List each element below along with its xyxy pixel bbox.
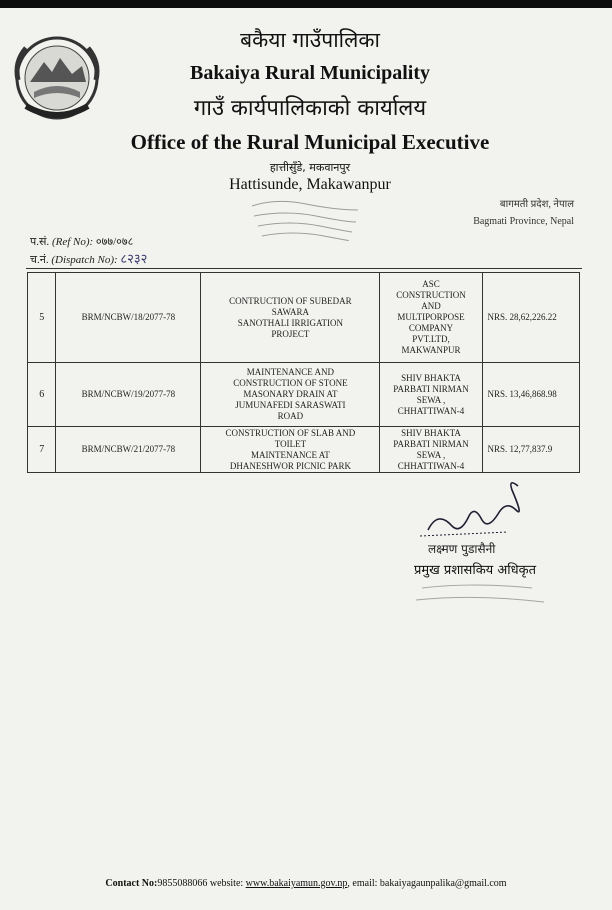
- amount-cell: NRS. 12,77,837.9: [482, 427, 579, 473]
- contractor-line: SHIV BHAKTA: [401, 427, 461, 438]
- contractor-line: SHIV BHAKTA: [401, 372, 461, 383]
- contractor-cell: [380, 427, 482, 473]
- signatory-name: लक्ष्मण पुडासैनी: [428, 542, 496, 556]
- project-cell: [201, 363, 380, 427]
- project-line: DHANESHWOR PICNIC PARK: [229, 460, 352, 471]
- contractor-line: PARBATI NIRMAN: [393, 383, 469, 394]
- office-name-english: Office of the Rural Municipal Executive: [130, 130, 490, 154]
- contractor-line: SEWA ,: [416, 449, 446, 460]
- contracts-table: [27, 272, 580, 473]
- contractor-cell: [380, 273, 482, 363]
- project-line: JUMUNAFEDI SARASWATI: [235, 400, 346, 410]
- reference-cell: BRM/NCBW/19/2077-78: [56, 363, 201, 427]
- dispatch-label: (Dispatch No):: [51, 254, 118, 266]
- project-line: MASONARY DRAIN AT: [243, 389, 338, 399]
- project-cell: [201, 273, 380, 363]
- website-link[interactable]: www.bakaiyamun.gov.np: [245, 878, 348, 889]
- top-dark-edge: [0, 0, 612, 8]
- serial-number-cell: 6: [28, 363, 56, 427]
- municipality-name-english: Bakaiya Rural Municipality: [189, 62, 431, 84]
- serial-number-cell: 5: [28, 273, 56, 363]
- dispatch-prefix: च.नं.: [30, 254, 49, 266]
- header-divider: [26, 268, 582, 269]
- project-line: MAINTENANCE AND: [246, 367, 335, 377]
- contracts-table-body: [28, 273, 580, 473]
- province-block: [473, 196, 574, 230]
- contractor-line: CHHATTIWAN-4: [397, 405, 465, 416]
- table-row: [28, 427, 580, 473]
- project-line: ROAD: [277, 411, 304, 421]
- footer-contact: Contact No:9855088066 website: www.bakaiyamun.gov.np, email: bakaiyagaunpalika@gmail.com: [105, 878, 507, 889]
- contractor-line: COMPANY: [408, 323, 454, 333]
- signatory-seal-icon: [412, 580, 548, 610]
- office-stamp-icon: [246, 196, 364, 246]
- contractor-cell: [380, 363, 482, 427]
- contractor-line: PARBATI NIRMAN: [393, 438, 469, 449]
- contractor-line: CHHATTIWAN-4: [397, 460, 465, 471]
- amount-cell: NRS. 13,46,868.98: [482, 363, 579, 427]
- project-line: CONSTRUCTION OF STONE: [233, 378, 348, 388]
- contractor-line: MULTIPORPOSE: [397, 312, 465, 322]
- project-line: CONSTRUCTION OF SLAB AND: [225, 427, 356, 438]
- contact-label: Contact No:: [105, 878, 158, 889]
- contact-number: 9855088066: [157, 878, 208, 889]
- project-line: PROJECT: [271, 328, 310, 339]
- handwritten-signature-icon: [408, 470, 548, 550]
- table-row: [28, 363, 580, 427]
- project-line: TOILET: [274, 438, 307, 449]
- project-line: CONTRUCTION OF SUBEDAR: [229, 295, 352, 306]
- reference-cell: BRM/NCBW/21/2077-78: [56, 427, 201, 473]
- contractor-line: AND: [421, 301, 441, 311]
- dispatch-value: ८२३२: [120, 252, 148, 267]
- email-address[interactable]: bakaiyagaunpalika@gmail.com: [379, 878, 507, 889]
- amount-cell: NRS. 28,62,226.22: [482, 273, 579, 363]
- municipality-name-nepali: बकैया गाउँपालिका: [240, 28, 380, 52]
- address-nepali: हात्तीसुँडे, मकवानपुर: [269, 161, 351, 174]
- project-line: SANOTHALI IRRIGATION: [237, 317, 344, 328]
- ref-value: ०७७/०७८: [95, 236, 134, 248]
- address-english: Hattisunde, Makawanpur: [229, 176, 391, 193]
- project-line: MAINTENANCE AT: [251, 449, 330, 460]
- ref-number-line: [30, 234, 147, 251]
- ref-prefix: प.सं.: [30, 236, 50, 248]
- office-name-nepali: गाउँ कार्यपालिकाको कार्यालय: [193, 96, 427, 121]
- website-label: website:: [209, 878, 244, 889]
- contractor-line: PVT.LTD,: [412, 334, 450, 344]
- dispatch-number-line: [30, 251, 147, 269]
- ref-label: (Ref No):: [51, 236, 94, 248]
- project-line: SAWARA: [271, 306, 310, 317]
- reference-cell: BRM/NCBW/18/2077-78: [56, 273, 201, 363]
- province-nepali: बागमती प्रदेश, नेपाल: [499, 199, 574, 210]
- project-cell: [201, 427, 380, 473]
- signatory-title: प्रमुख प्रशासकिय अधिकृत: [414, 563, 537, 578]
- email-label: email:: [352, 878, 378, 889]
- contractor-line: ASC: [422, 279, 440, 289]
- serial-number-cell: 7: [28, 427, 56, 473]
- contractor-line: MAKWANPUR: [401, 345, 461, 355]
- table-row: [28, 273, 580, 363]
- contractor-line: SEWA ,: [416, 394, 446, 405]
- contractor-line: CONSTRUCTION: [396, 290, 466, 300]
- province-english: Bagmati Province, Nepal: [473, 216, 574, 227]
- reference-block: [30, 234, 147, 269]
